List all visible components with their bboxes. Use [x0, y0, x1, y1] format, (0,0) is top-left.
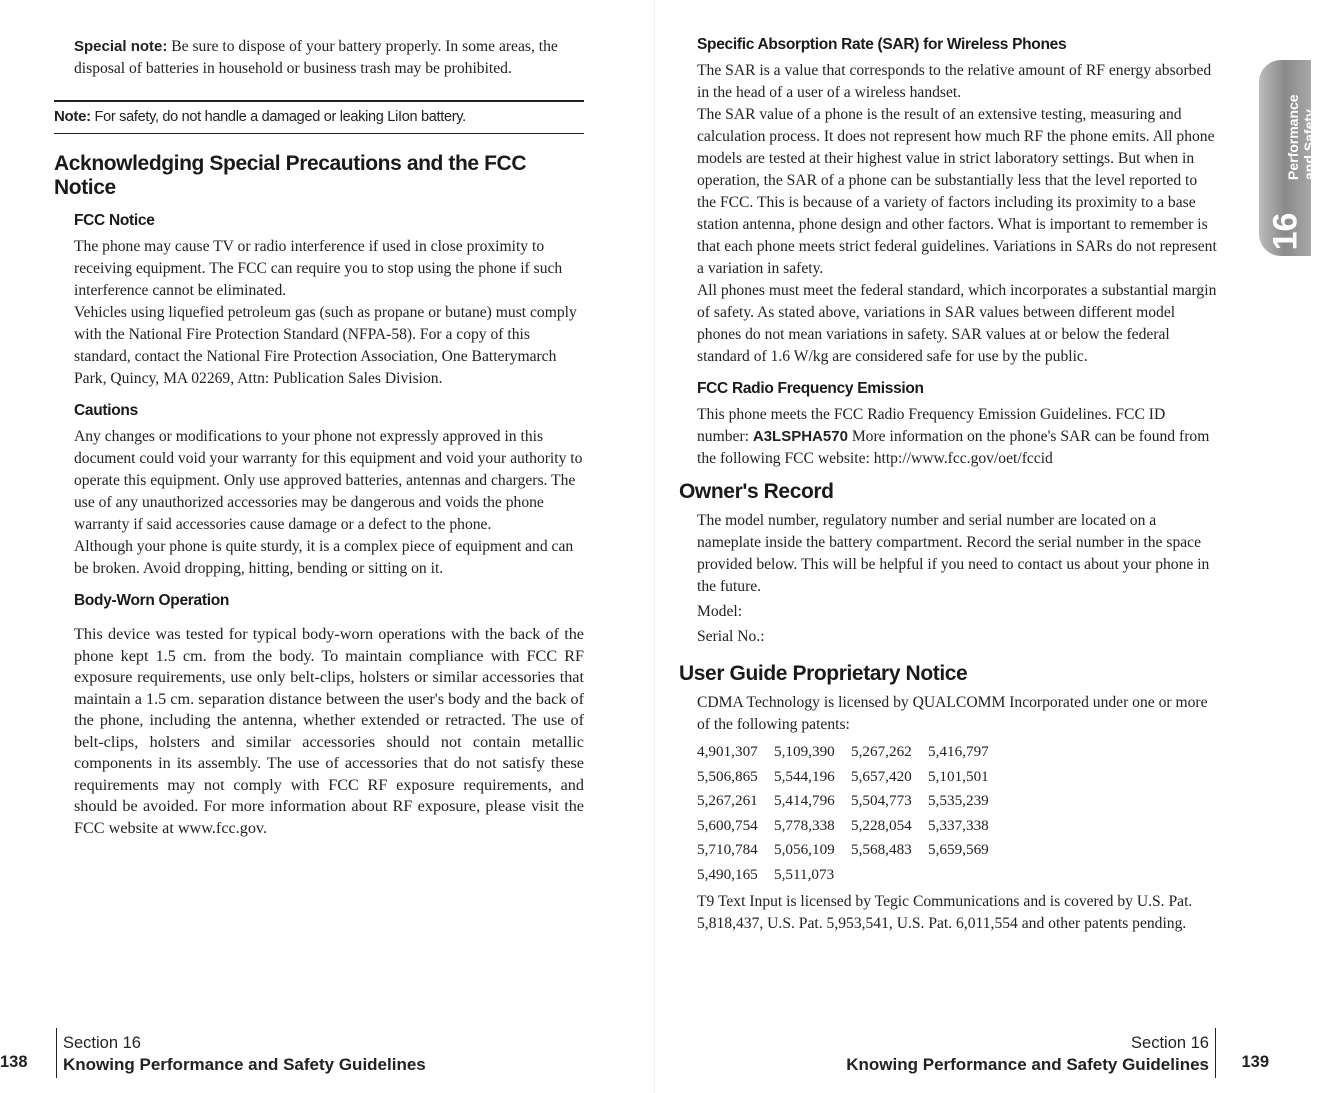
patent-number: 5,109,390: [774, 743, 835, 761]
patent-row: [697, 765, 1217, 790]
left-footer-section: Section 16: [63, 1034, 141, 1052]
proprietary-paragraph-1: CDMA Technology is licensed by QUALCOMM Incorporated under one or more of the following patents:: [697, 694, 1208, 733]
patent-row: [697, 814, 1217, 839]
patent-row: [697, 863, 1217, 888]
right-page: [655, 0, 1317, 1093]
sar-paragraph-1: The SAR is a value that corresponds to the relative amount of RF energy absorbed in the head of a user of a wireless handset.: [697, 62, 1212, 101]
rf-text-after: More information on the phone's SAR can be found from the following FCC website: http://www.fcc.gov/oet/fccid: [697, 428, 1210, 467]
patent-number: 5,544,196: [774, 767, 835, 785]
patent-number: 5,511,073: [774, 865, 835, 883]
left-footer-title: Knowing Performance and Safety Guidelines: [63, 1055, 426, 1074]
section-tab-line-1: Performance: [1285, 94, 1301, 180]
owners-record-paragraph: The model number, regulatory number and serial number are located on a nameplate inside the battery compartment. Record the serial number in the space provided below. This will be helpful if you need to contact us about your phone in the future.: [697, 512, 1210, 595]
left-footer: [56, 1028, 426, 1078]
patent-row: [697, 838, 1217, 863]
patent-number: 5,056,109: [774, 841, 835, 859]
note-label: Note:: [54, 108, 91, 125]
patent-number: 5,267,261: [697, 792, 758, 810]
patent-number: 5,778,338: [774, 816, 835, 834]
patent-list: [697, 740, 1217, 887]
patent-number: 5,337,338: [928, 816, 989, 834]
rf-emission-title: FCC Radio Frequency Emission: [697, 380, 924, 397]
cautions-paragraph-2: Although your phone is quite sturdy, it is a complex piece of equipment and can be broken. Avoid dropping, hitting, bending or sitting on it.: [74, 538, 574, 577]
rf-text-before: This phone meets the FCC Radio Frequency Emission Guidelines. FCC ID number:: [697, 406, 1166, 445]
body-worn-section: [74, 592, 584, 839]
fcc-notice-paragraph-2: Vehicles using liquefied petroleum gas (such as propane or butane) must comply with the National Fire Protection Standard (NFPA-58). For a copy of this standard, contact the National Fire Protection Association, One Batterymarch Park, Quincy, MA 02269, Attn: Publication Sales Division.: [74, 304, 577, 387]
special-note-label: Special note:: [74, 38, 168, 55]
patent-number: 5,228,054: [851, 816, 912, 834]
patent-number: 5,568,483: [851, 841, 912, 859]
proprietary-paragraph-2: T9 Text Input is licensed by Tegic Communications and is covered by U.S. Pat. 5,818,437, U.S. Pat. 5,953,541, U.S. Pat. 6,011,554 and other patents pending.: [697, 893, 1193, 932]
cautions-section: [74, 402, 584, 580]
patent-number: 5,101,501: [928, 767, 989, 785]
sar-section: [697, 36, 1217, 368]
patent-number: 5,490,165: [697, 865, 758, 883]
rf-emission-section: [697, 380, 1217, 470]
fcc-notice-title: FCC Notice: [74, 212, 155, 229]
fcc-notice-section: [74, 212, 584, 390]
patent-row: [697, 789, 1217, 814]
body-worn-title: Body-Worn Operation: [74, 592, 230, 609]
right-footer-section: Section 16: [1131, 1034, 1209, 1052]
right-page-number: 139: [1241, 1053, 1269, 1071]
right-footer: [846, 1028, 1216, 1078]
right-footer-title: Knowing Performance and Safety Guidelines: [846, 1055, 1209, 1074]
serial-label: Serial No.:: [697, 628, 765, 645]
section-tab-label: [1285, 94, 1317, 180]
sar-paragraph-3: All phones must meet the federal standard, which incorporates a substantial margin of safety. As stated above, variations in SAR values between different model phones do not mean variations in safety. SAR values at or below the federal standard of 1.6 W/kg are considered safe for use by the public.: [697, 282, 1217, 365]
patent-number: 5,506,865: [697, 767, 758, 785]
patent-number: 5,657,420: [851, 767, 912, 785]
cautions-paragraph-1: Any changes or modifications to your phone not expressly approved in this document could void your warranty for this equipment and void your authority to operate this equipment. Only use approved batteries, antennas and chargers. The use of any unauthorized accessories may be dangerous and voids the phone warranty if said accessories cause damage or a defect to the phone.: [74, 428, 583, 533]
patent-number: 5,504,773: [851, 792, 912, 810]
special-note-text: Be sure to dispose of your battery properly. In some areas, the disposal of batteries in household or business trash may be prohibited.: [74, 38, 558, 77]
special-note: [74, 36, 584, 80]
cautions-title: Cautions: [74, 402, 138, 419]
rf-emission-paragraph: [697, 404, 1217, 470]
safety-note-box: [54, 100, 584, 134]
left-page-number: 138: [0, 1053, 28, 1071]
left-column: [54, 36, 584, 839]
patent-number: 5,416,797: [928, 743, 989, 761]
body-worn-paragraph: This device was tested for typical body-worn operations with the back of the phone kept 1.5 cm. from the body. To maintain compliance with FCC RF exposure requirements, use only belt-clips, holsters or similar accessories that maintain a 1.5 cm. separation distance between the user's body and the back of the phone, including the antenna, whether extended or retracted. The use of belt-clips, holsters and similar accessories should not contain metallic components in its assembly. The use of accessories that do not satisfy these requirements may not comply with FCC RF exposure requirements, and should be avoided. For more information about RF exposure, please visit the FCC website at www.fcc.gov.: [74, 625, 584, 837]
patent-number: 5,535,239: [928, 792, 989, 810]
model-label: Model:: [697, 603, 743, 620]
sar-paragraph-2: The SAR value of a phone is the result of an extensive testing, measuring and calculation process. It does not represent how much RF the phone emits. All phone models are tested at their highest value in strict laboratory settings. But when in operation, the SAR of a phone can be substantially less that the level reported to the FCC. This is because of a variety of factors including its proximity to a base station antenna, phone design and other factors. What is important to remember is that each phone meets strict federal guidelines. Variations in SARs do not represent a variation in safety.: [697, 106, 1217, 277]
section-tab: [1259, 60, 1317, 256]
precautions-heading: Acknowledging Special Precautions and the FCC Notice: [54, 152, 527, 199]
right-column: [679, 36, 1217, 935]
sar-title: Specific Absorption Rate (SAR) for Wireless Phones: [697, 36, 1067, 53]
fcc-notice-paragraph-1: The phone may cause TV or radio interference if used in close proximity to receiving equipment. The FCC can require you to stop using the phone if such interference cannot be eliminated.: [74, 238, 563, 299]
patent-number: 5,659,569: [928, 841, 989, 859]
patent-number: 5,710,784: [697, 841, 758, 859]
owners-record-heading: Owner's Record: [679, 480, 834, 503]
patent-number: 5,600,754: [697, 816, 758, 834]
left-page: [0, 0, 655, 1093]
section-tab-number: 16: [1266, 212, 1305, 251]
proprietary-heading: User Guide Proprietary Notice: [679, 662, 968, 685]
patent-row: [697, 740, 1217, 765]
note-text: For safety, do not handle a damaged or leaking LiIon battery.: [90, 109, 466, 125]
patent-number: 5,267,262: [851, 743, 912, 761]
section-tab-line-2: and Safety: [1301, 109, 1317, 180]
patent-number: 4,901,307: [697, 743, 758, 761]
patent-number: 5,414,796: [774, 792, 835, 810]
fcc-id: A3LSPHA570: [752, 428, 848, 445]
